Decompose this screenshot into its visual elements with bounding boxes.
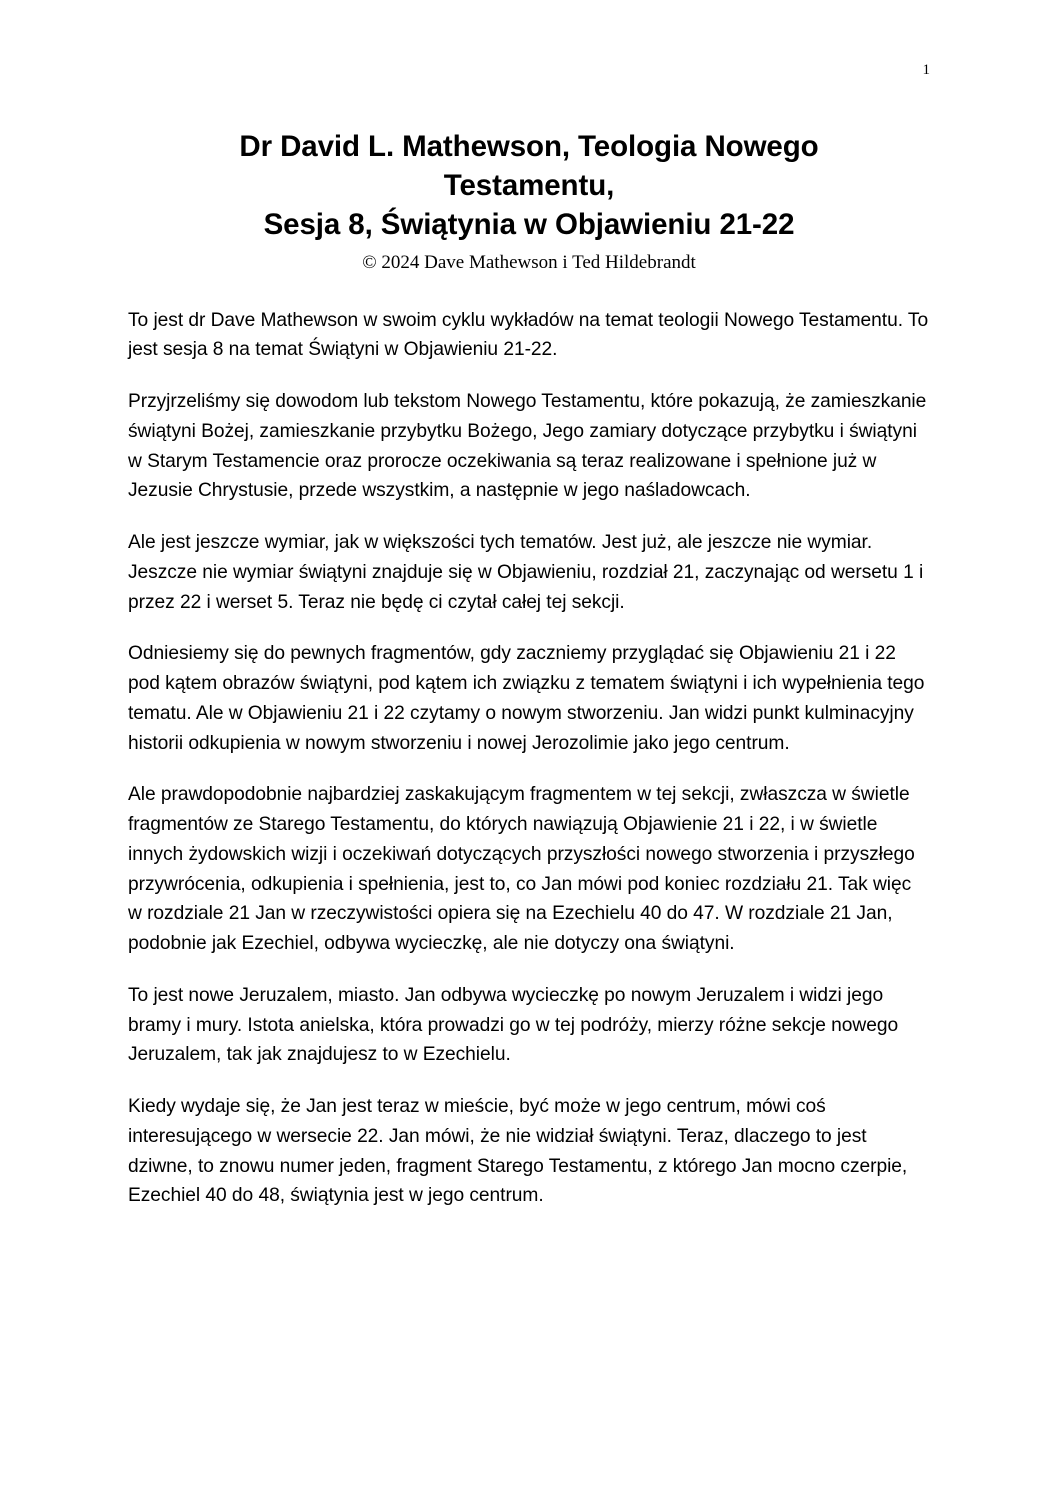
copyright-line: © 2024 Dave Mathewson i Ted Hildebrandt [362,251,696,273]
title-line-2: Testamentu, [443,168,615,202]
body-text [128,306,930,1212]
paragraph: To jest dr Dave Mathewson w swoim cyklu wykładów na temat teologii Nowego Testamentu. To jest sesja 8 na temat Świątyni w Objawieniu 21-22. [128,309,929,361]
paragraph: Ale jest jeszcze wymiar, jak w większości tych tematów. Jest już, ale jeszcze nie wymiar. Jeszcze nie wymiar świątyni znajduje się w Objawieniu, rozdział 21, zaczynając od wersetu 1 i przez 22 i werset 5. Teraz nie będę ci czytał całej tej sekcji. [128,532,924,613]
paragraph: To jest nowe Jeruzalem, miasto. Jan odbywa wycieczkę po nowym Jeruzalem i widzi jego bramy i mury. Istota anielska, która prowadzi go w tej podróży, mierzy różne sekcje nowego Jeruzalem, tak jak znajdujesz to w Ezechielu. [128,984,899,1066]
paragraph: Przyjrzeliśmy się dowodom lub tekstom Nowego Testamentu, które pokazują, że zamieszkanie świątyni Bożej, zamieszkanie przybytku Bożego, Jego zamiary dotyczące przybytku i świątyni w Starym Testamencie oraz prorocze oczekiwania są teraz realizowane i spełnione już w Jezusie Chrystusie, przede wszystkim, a następnie w jego naśladowcach. [128,391,927,502]
paragraph: Odniesiemy się do pewnych fragmentów, gdy zaczniemy przyglądać się Objawieniu 21 i 22 pod kątem obrazów świątyni, pod kątem ich związku z tematem świątyni i ich wypełnienia tego tematu. Ale w Objawieniu 21 i 22 czytamy o nowym stworzeniu. Jan widzi punkt kulminacyjny historii odkupienia w nowym stworzeniu i nowej Jerozolimie jako jego centrum. [128,643,925,754]
title-line-3: Sesja 8, Świątynia w Objawieniu 21-22 [263,207,795,241]
page-title [128,60,930,245]
paragraph: Ale prawdopodobnie najbardziej zaskakującym fragmentem w tej sekcji, zwłaszcza w świetle fragmentów ze Starego Testamentu, do których nawiązują Objawienie 21 i 22, i w świetle innych żydowskich wizji i oczekiwań dotyczących przyszłości nowego stworzenia i przyszłego przywrócenia, odkupienia i spełnienia, jest to, co Jan mówi pod koniec rozdziału 21. Tak więc w rozdziale 21 Jan w rzeczywistości opiera się na Ezechielu 40 do 47. W rozdziale 21 Jan, podobnie jak Ezechiel, odbywa wycieczkę, ale nie dotyczy ona świątyni. [128,784,915,954]
page-number: 1 [922,62,930,78]
title-line-1: Dr David L. Mathewson, Teologia Nowego [239,130,819,163]
paragraph: Kiedy wydaje się, że Jan jest teraz w mieście, być może w jego centrum, mówi coś interesującego w wersecie 22. Jan mówi, że nie widział świątyni. Teraz, dlaczego to jest dziwne, to znowu numer jeden, fragment Starego Testamentu, z którego Jan mocno czerpie, Ezechiel 40 do 48, świątynia jest w jego centrum. [128,1096,908,1207]
